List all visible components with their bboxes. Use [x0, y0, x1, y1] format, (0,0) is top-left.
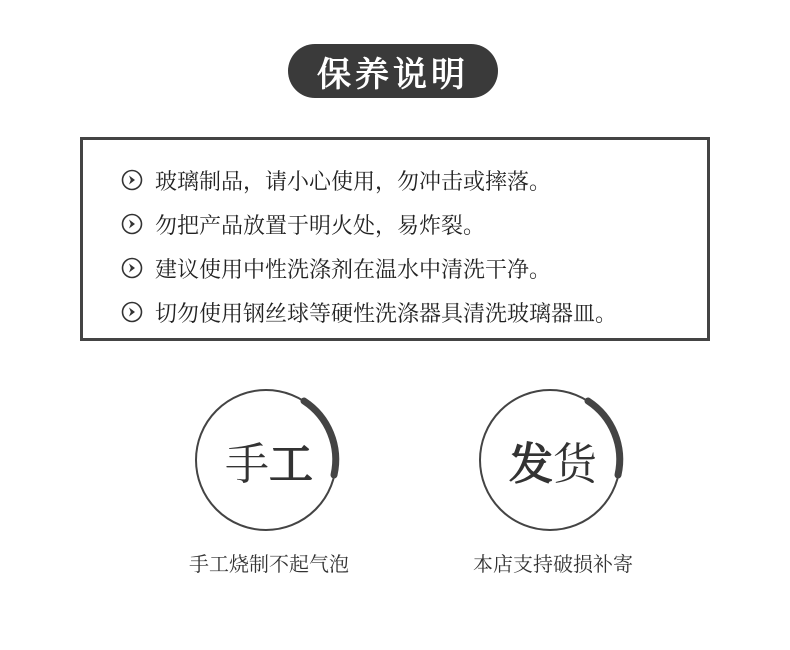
page-title-text: 保养说明	[317, 54, 469, 95]
care-instructions-list	[83, 140, 707, 334]
badge-char: 货	[553, 439, 597, 490]
list-item	[121, 158, 707, 202]
badge-text	[478, 385, 628, 535]
shipping-badge	[478, 385, 628, 535]
notice-text: 切勿使用钢丝球等硬性洗涤器具清洗玻璃器皿。	[155, 301, 618, 327]
notice-text: 玻璃制品，请小心使用，勿冲击或摔落。	[155, 169, 552, 195]
chevron-right-circle-icon	[121, 169, 143, 191]
feature-caption: 本店支持破损补寄	[473, 552, 633, 576]
page-title	[288, 44, 498, 98]
chevron-right-circle-icon	[121, 257, 143, 279]
chevron-right-circle-icon	[121, 213, 143, 235]
feature-caption: 手工烧制不起气泡	[189, 552, 349, 576]
notice-text: 勿把产品放置于明火处，易炸裂。	[155, 213, 486, 239]
feature-handmade	[189, 385, 349, 577]
badge-char-bold: 发	[509, 439, 553, 490]
notice-text: 建议使用中性洗涤剂在温水中清洗干净。	[155, 257, 552, 283]
badge-char: 手	[225, 439, 269, 490]
care-instructions-box	[80, 137, 710, 341]
badge-text	[194, 385, 344, 535]
list-item	[121, 290, 707, 334]
chevron-right-circle-icon	[121, 301, 143, 323]
handmade-badge	[194, 385, 344, 535]
list-item	[121, 246, 707, 290]
feature-shipping	[473, 385, 633, 577]
list-item	[121, 202, 707, 246]
badge-char-bold: 工	[269, 439, 313, 490]
